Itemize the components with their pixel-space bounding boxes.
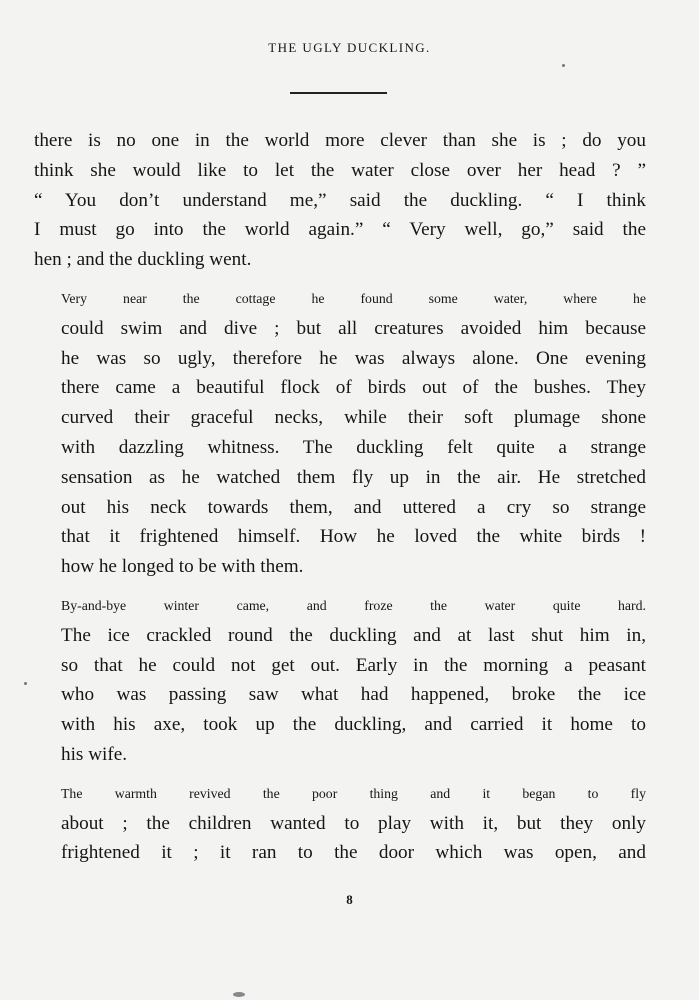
paper-speck xyxy=(233,992,245,997)
text-line: there is no one in the world more clever than she is ; do you xyxy=(34,130,646,151)
text-line: Very near the cottage he found some water, where he xyxy=(61,290,646,306)
paper-speck xyxy=(24,682,27,685)
text-line: that it frightened himself. How he loved the white birds ! xyxy=(61,526,646,548)
text-line: out his neck towards them, and uttered a cry so strange xyxy=(61,496,646,518)
text-line: there came a beautiful flock of birds out of the bushes. They xyxy=(61,377,646,399)
text-line: who was passing saw what had happened, broke the ice xyxy=(61,684,646,706)
text-line: think she would like to let the water close over her head ? ” xyxy=(34,159,646,181)
text-line: The ice crackled round the duckling and at last shut him in, xyxy=(61,624,646,646)
text-line: curved their graceful necks, while their soft plumage shone xyxy=(61,407,646,429)
text-line: The warmth revived the poor thing and it began to fly xyxy=(61,785,646,801)
text-line: I must go into the world again.” “ Very well, go,” said the xyxy=(34,219,646,241)
text-line: sensation as he watched them fly up in the air. He stretched xyxy=(61,466,646,488)
text-line: “ You don’t understand me,” said the duckling. “ I think xyxy=(34,189,646,211)
paragraph-4 xyxy=(34,779,646,868)
text-line: frightened it ; it ran to the door which was open, and xyxy=(61,842,646,864)
text-line: he was so ugly, therefore he was always alone. One evening xyxy=(61,347,646,369)
text-line: so that he could not get out. Early in the morning a peasant xyxy=(61,654,646,676)
text-line: By-and-bye winter came, and froze the water quite hard. xyxy=(61,597,646,613)
page-number: 8 xyxy=(346,892,353,907)
paper-speck xyxy=(562,64,565,67)
text-line: about ; the children wanted to play with it, but they only xyxy=(61,812,646,834)
running-head: THE UGLY DUCKLING. xyxy=(268,40,431,55)
text-line: with his axe, took up the duckling, and carried it home to xyxy=(61,714,646,736)
text-line: hen ; and the duckling went. xyxy=(34,249,252,271)
paragraph-3 xyxy=(34,591,646,770)
body-text xyxy=(34,126,646,868)
text-line: could swim and dive ; but all creatures avoided him because xyxy=(61,317,646,339)
paragraph-1 xyxy=(34,126,646,275)
text-line: with dazzling whitness. The duckling felt quite a strange xyxy=(61,436,646,458)
text-line: his wife. xyxy=(61,743,128,765)
paragraph-2 xyxy=(34,284,646,582)
header-rule xyxy=(290,92,387,94)
text-line: how he longed to be with them. xyxy=(61,556,304,578)
